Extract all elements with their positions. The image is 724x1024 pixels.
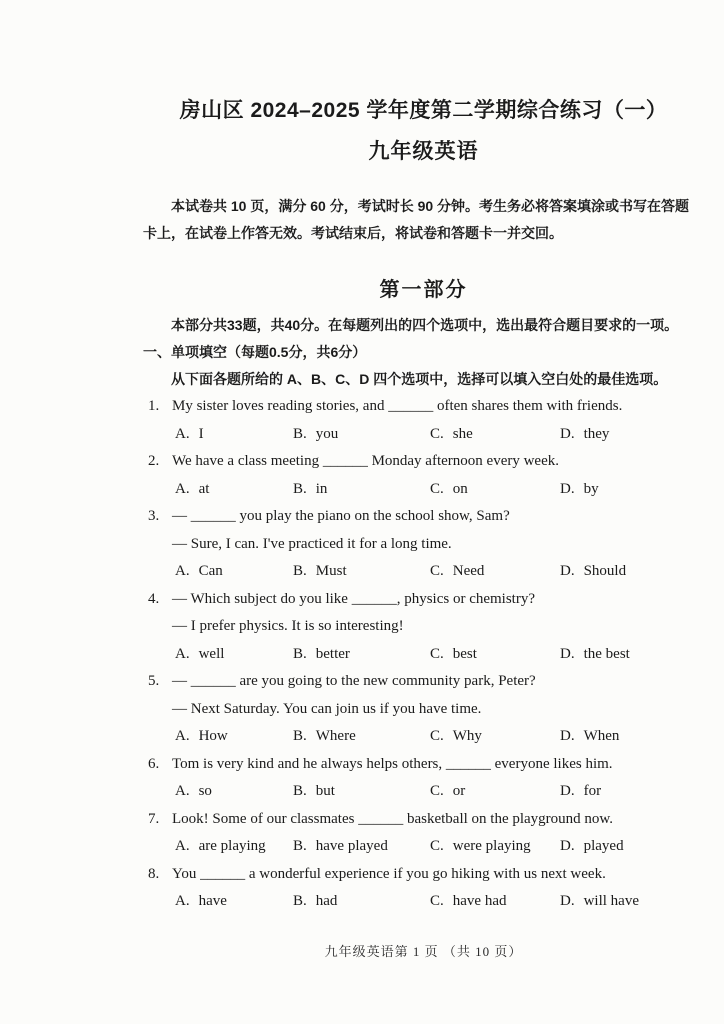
question bbox=[143, 586, 704, 669]
option-c bbox=[430, 476, 560, 504]
option-d bbox=[560, 476, 704, 504]
option-b bbox=[293, 888, 430, 916]
option-d-label: D. bbox=[560, 838, 575, 854]
question bbox=[143, 751, 704, 806]
question-number: 5. bbox=[148, 673, 160, 689]
option-b-label: B. bbox=[293, 893, 307, 909]
question-number: 4. bbox=[148, 590, 160, 607]
option-a bbox=[175, 421, 293, 449]
option-c-label: C. bbox=[430, 728, 444, 744]
option-d-text: by bbox=[583, 480, 599, 497]
option-c-label: C. bbox=[430, 645, 444, 662]
option-b-label: B. bbox=[293, 783, 307, 799]
question-number: 1. bbox=[148, 398, 160, 414]
option-d-text: the best bbox=[583, 645, 630, 662]
options-row bbox=[148, 421, 704, 449]
option-b-text: better bbox=[315, 645, 350, 662]
option-a-label: A. bbox=[175, 783, 190, 799]
question-stem: You ______ a wonderful experience if you go hiking with us next week. bbox=[172, 865, 606, 882]
question bbox=[143, 806, 704, 861]
option-b-label: B. bbox=[293, 480, 307, 497]
options-row bbox=[148, 558, 704, 586]
page-subtitle: 九年级英语 bbox=[368, 140, 479, 163]
option-b-label: B. bbox=[293, 563, 307, 579]
option-c-text: on bbox=[452, 480, 468, 497]
option-d bbox=[560, 778, 704, 806]
option-a-text: are playing bbox=[198, 838, 266, 854]
question bbox=[143, 668, 704, 751]
option-d-text: for bbox=[583, 783, 602, 799]
option-c-label: C. bbox=[430, 893, 444, 909]
part1-intro: 本部分共33题，共40分。在每题列出的四个选项中，选出最符合题目要求的一项。 bbox=[171, 317, 679, 333]
option-a bbox=[175, 833, 293, 861]
option-a-text: have bbox=[198, 893, 227, 909]
option-a-label: A. bbox=[175, 728, 190, 744]
section1-title: 一、单项填空（每题0.5分，共6分） bbox=[143, 344, 367, 360]
option-a-text: well bbox=[198, 645, 225, 662]
option-b bbox=[293, 778, 430, 806]
question-number-spacer bbox=[148, 613, 172, 641]
question-number: 2. bbox=[148, 453, 160, 469]
option-a-label: A. bbox=[175, 645, 190, 662]
exam-notice-line2: 卡上，在试卷上作答无效。考试结束后，将试卷和答题卡一并交回。 bbox=[143, 225, 563, 241]
page-footer: 九年级英语第 1 页 （共 10 页） bbox=[324, 943, 523, 959]
option-c bbox=[430, 641, 560, 669]
option-c-text: or bbox=[452, 783, 466, 799]
option-b-text: you bbox=[315, 425, 339, 442]
option-b-text: in bbox=[315, 480, 328, 497]
option-d-text: played bbox=[583, 838, 624, 854]
question-stem-line2: — Sure, I can. I've practiced it for a long time. bbox=[172, 535, 452, 552]
option-c-label: C. bbox=[430, 838, 444, 854]
section1-instruction: 从下面各题所给的 A、B、C、D 四个选项中，选择可以填入空白处的最佳选项。 bbox=[171, 371, 668, 387]
option-d-text: Should bbox=[583, 563, 627, 579]
option-d-label: D. bbox=[560, 728, 575, 744]
option-b-label: B. bbox=[293, 728, 307, 744]
option-c-text: were playing bbox=[452, 838, 531, 854]
option-b bbox=[293, 723, 430, 751]
question-stem: My sister loves reading stories, and ______ often shares them with friends. bbox=[172, 398, 623, 414]
options-row bbox=[148, 641, 704, 669]
option-a bbox=[175, 558, 293, 586]
option-d-label: D. bbox=[560, 893, 575, 909]
option-c-label: C. bbox=[430, 425, 444, 442]
option-d-text: they bbox=[583, 425, 610, 442]
option-a-text: at bbox=[198, 480, 210, 497]
option-b bbox=[293, 421, 430, 449]
option-a-label: A. bbox=[175, 425, 190, 442]
option-b bbox=[293, 476, 430, 504]
question-number: 3. bbox=[148, 508, 160, 524]
option-c-text: Need bbox=[452, 563, 485, 579]
option-c-text: have had bbox=[452, 893, 507, 909]
option-b bbox=[293, 833, 430, 861]
option-d-label: D. bbox=[560, 783, 575, 799]
question-number: 7. bbox=[148, 810, 160, 827]
option-b-text: Where bbox=[315, 728, 356, 744]
page-title: 房山区 2024–2025 学年度第二学期综合练习（一） bbox=[179, 99, 668, 122]
option-b bbox=[293, 641, 430, 669]
option-d-text: will have bbox=[583, 893, 639, 909]
question-list bbox=[143, 393, 704, 916]
question-stem: We have a class meeting ______ Monday afternoon every week. bbox=[172, 453, 559, 469]
option-b-text: had bbox=[315, 893, 338, 909]
option-c bbox=[430, 778, 560, 806]
option-c bbox=[430, 723, 560, 751]
question-stem-line2: — I prefer physics. It is so interesting! bbox=[172, 618, 404, 634]
part1-heading: 第一部分 bbox=[379, 279, 468, 301]
question-stem: — Which subject do you like ______, physics or chemistry? bbox=[172, 590, 535, 607]
question bbox=[143, 393, 704, 448]
option-a bbox=[175, 888, 293, 916]
option-a-label: A. bbox=[175, 480, 190, 497]
option-c-text: best bbox=[452, 645, 477, 662]
option-c-text: Why bbox=[452, 728, 482, 744]
option-c-label: C. bbox=[430, 563, 444, 579]
question bbox=[143, 503, 704, 586]
option-a bbox=[175, 641, 293, 669]
question-number-spacer bbox=[148, 531, 172, 559]
question-number-spacer bbox=[148, 696, 172, 724]
option-c bbox=[430, 421, 560, 449]
question-stem: Tom is very kind and he always helps others, ______ everyone likes him. bbox=[172, 755, 613, 772]
option-a-text: I bbox=[198, 425, 204, 442]
option-a bbox=[175, 778, 293, 806]
option-b-text: but bbox=[315, 783, 335, 799]
option-a-text: How bbox=[198, 728, 228, 744]
option-a bbox=[175, 476, 293, 504]
options-row bbox=[148, 888, 704, 916]
options-row bbox=[148, 778, 704, 806]
option-d bbox=[560, 558, 704, 586]
option-d bbox=[560, 421, 704, 449]
options-row bbox=[148, 476, 704, 504]
option-a bbox=[175, 723, 293, 751]
option-d-label: D. bbox=[560, 563, 575, 579]
exam-notice-line1: 本试卷共 10 页，满分 60 分，考试时长 90 分钟。考生务必将答案填涂或书写在答题 bbox=[171, 198, 690, 214]
option-a-label: A. bbox=[175, 838, 190, 854]
option-b-label: B. bbox=[293, 838, 307, 854]
option-b-text: Must bbox=[315, 563, 347, 579]
question-stem: Look! Some of our classmates ______ basketball on the playground now. bbox=[172, 810, 614, 827]
option-d-label: D. bbox=[560, 480, 575, 497]
option-d-label: D. bbox=[560, 645, 575, 662]
option-c bbox=[430, 833, 560, 861]
option-d-text: When bbox=[583, 728, 620, 744]
option-c bbox=[430, 888, 560, 916]
question bbox=[143, 448, 704, 503]
option-d bbox=[560, 888, 704, 916]
exam-notice bbox=[143, 193, 704, 247]
options-row bbox=[148, 723, 704, 751]
option-b bbox=[293, 558, 430, 586]
option-a-label: A. bbox=[175, 563, 190, 579]
option-a-label: A. bbox=[175, 893, 190, 909]
option-c-text: she bbox=[452, 425, 473, 442]
option-c-label: C. bbox=[430, 480, 444, 497]
question-number: 6. bbox=[148, 755, 160, 772]
option-a-text: Can bbox=[198, 563, 223, 579]
option-d bbox=[560, 833, 704, 861]
option-d bbox=[560, 641, 704, 669]
option-d bbox=[560, 723, 704, 751]
option-b-label: B. bbox=[293, 645, 307, 662]
options-row bbox=[148, 833, 704, 861]
option-c bbox=[430, 558, 560, 586]
option-c-label: C. bbox=[430, 783, 444, 799]
option-a-text: so bbox=[198, 783, 212, 799]
question-stem: — ______ are you going to the new community park, Peter? bbox=[172, 673, 536, 689]
option-d-label: D. bbox=[560, 425, 575, 442]
question-stem-line2: — Next Saturday. You can join us if you have time. bbox=[172, 700, 482, 717]
question-number: 8. bbox=[148, 865, 160, 882]
question bbox=[143, 861, 704, 916]
question-stem: — ______ you play the piano on the school show, Sam? bbox=[172, 508, 510, 524]
option-b-label: B. bbox=[293, 425, 307, 442]
option-b-text: have played bbox=[315, 838, 388, 854]
